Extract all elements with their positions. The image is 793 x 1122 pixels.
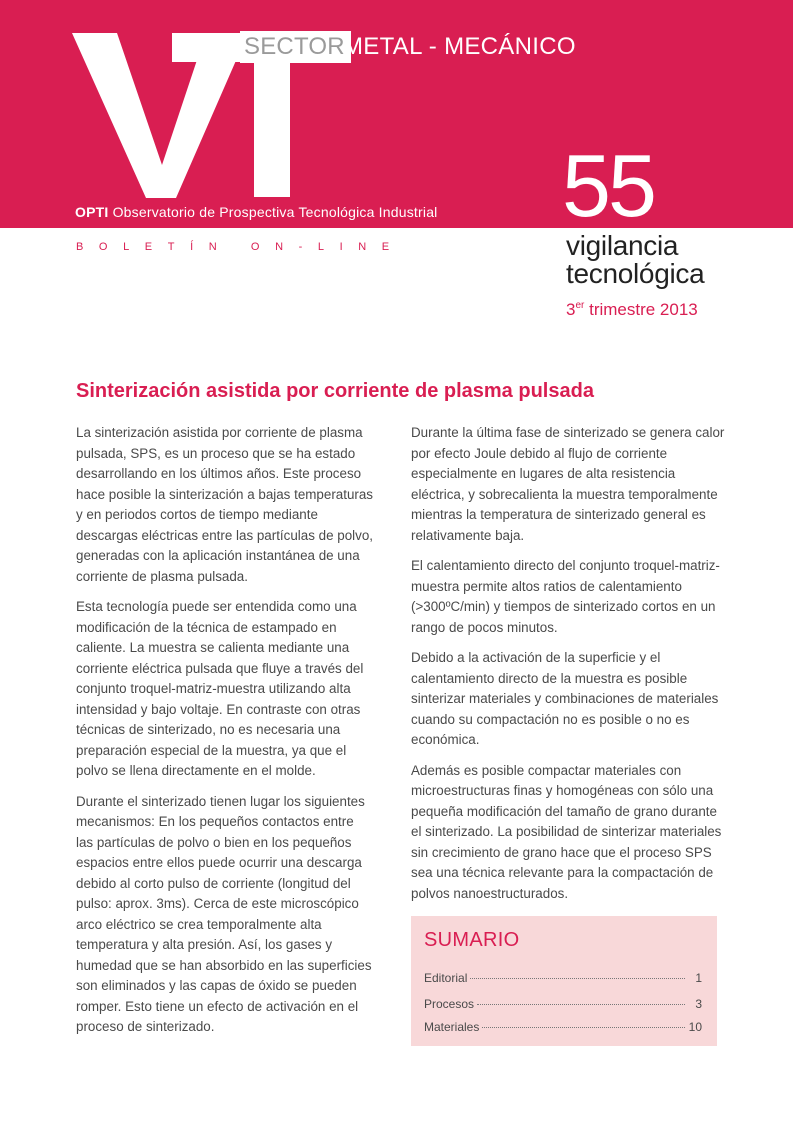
paragraph: Además es posible compactar materiales con microestructuras finas y homogéneas con sólo una pequeña modificación del tamaño de grano durante el sinterizado. La posibilidad de sinterizar materiales sin crecimiento de grano hace que el proceso SPS sea una técnica relevante para la compactación de polvos nanoestructurados. [411,761,727,905]
article-title: Sinterización asistida por corriente de plasma pulsada [76,378,594,404]
toc-label: Materiales [424,1020,479,1034]
article-column-right [411,423,727,935]
toc-page: 1 [688,971,702,985]
paragraph: Durante el sinterizado tienen lugar los siguientes mecanismos: En los pequeños contactos entre las partículas de polvo o bien en los pequeños espacios entre ellos puede ocurrir una descarga debido al corto pulso de corriente (longitud del pulso: aprox. 3ms). Cerca de este microscópico arco eléctrico se crea temporalmente alta temperatura y alta presión. Así, los gases y humedad que se han absorbido en las superficies son eliminados y las capas de óxido se pueden romper. Esto tiene un efecto de activación en el proceso de sinterizado. [76,792,374,1038]
period-ordinal: 3 [566,300,575,319]
toc-leader-dots [470,978,685,979]
org-abbr: OPTI [75,204,108,220]
publication-title-line1: vigilancia [566,232,678,260]
toc-leader-dots [482,1027,685,1028]
sector-label: SECTOR [240,31,351,63]
publication-title-line2: tecnológica [566,260,704,288]
bulletin-label: BOLETÍN ON-LINE [76,241,405,253]
issue-period [566,299,698,321]
toc-item[interactable] [424,971,702,989]
sumario-box [411,916,717,1046]
paragraph: Durante la última fase de sinterizado se genera calor por efecto Joule debido al flujo de corriente especialmente en lugares de alta resistencia eléctrica, y sobrecalienta la muestra temporalmente mientras la temperatura de sinterizado general es relativamente baja. [411,423,727,546]
issue-number: 55 [562,142,654,230]
paragraph: El calentamiento directo del conjunto troquel-matriz-muestra permite altos ratios de calentamiento (>300ºC/min) y tiempos de sinterizado cortos en un rango de pocos minutos. [411,556,727,638]
toc-page: 10 [688,1020,702,1034]
paragraph: Esta tecnología puede ser entendida como una modificación de la técnica de estampado en caliente. La muestra se calienta mediante una corriente eléctrica pulsada que fluye a través del conjunto troquel-matriz-muestra utilizando alta intensidad y bajo voltaje. En contraste con otras técnicas de sinterizado, no es necesaria una preparación especial de la muestra, ya que el polvo se llena directamente en el molde. [76,597,374,782]
toc-item[interactable] [424,997,702,1015]
org-name: Observatorio de Prospectiva Tecnológica Industrial [113,204,438,220]
org-line [75,203,438,221]
toc-label: Editorial [424,971,467,985]
article-column-left [76,423,374,1048]
toc-item[interactable] [424,1020,702,1038]
toc-label: Procesos [424,997,474,1011]
toc-page: 3 [688,997,702,1011]
sector-name: METAL - MECÁNICO [343,31,576,63]
period-text: trimestre 2013 [584,300,697,319]
period-suffix: er [575,300,584,311]
paragraph: Debido a la activación de la superficie y el calentamiento directo de la muestra es posible sinterizar materiales y combinaciones de materiales cuando su compactación no es posible o no es económica. [411,648,727,751]
toc-leader-dots [477,1004,685,1005]
paragraph: La sinterización asistida por corriente de plasma pulsada, SPS, es un proceso que se ha estado desarrollando en los últimos años. Este proceso hace posible la sinterización a bajas temperaturas y en periodos cortos de tiempo mediante descargas eléctricas entre las partículas de polvo, generadas con la aplicación instantánea de una corriente de plasma pulsada. [76,423,374,587]
sumario-title: SUMARIO [424,928,519,952]
